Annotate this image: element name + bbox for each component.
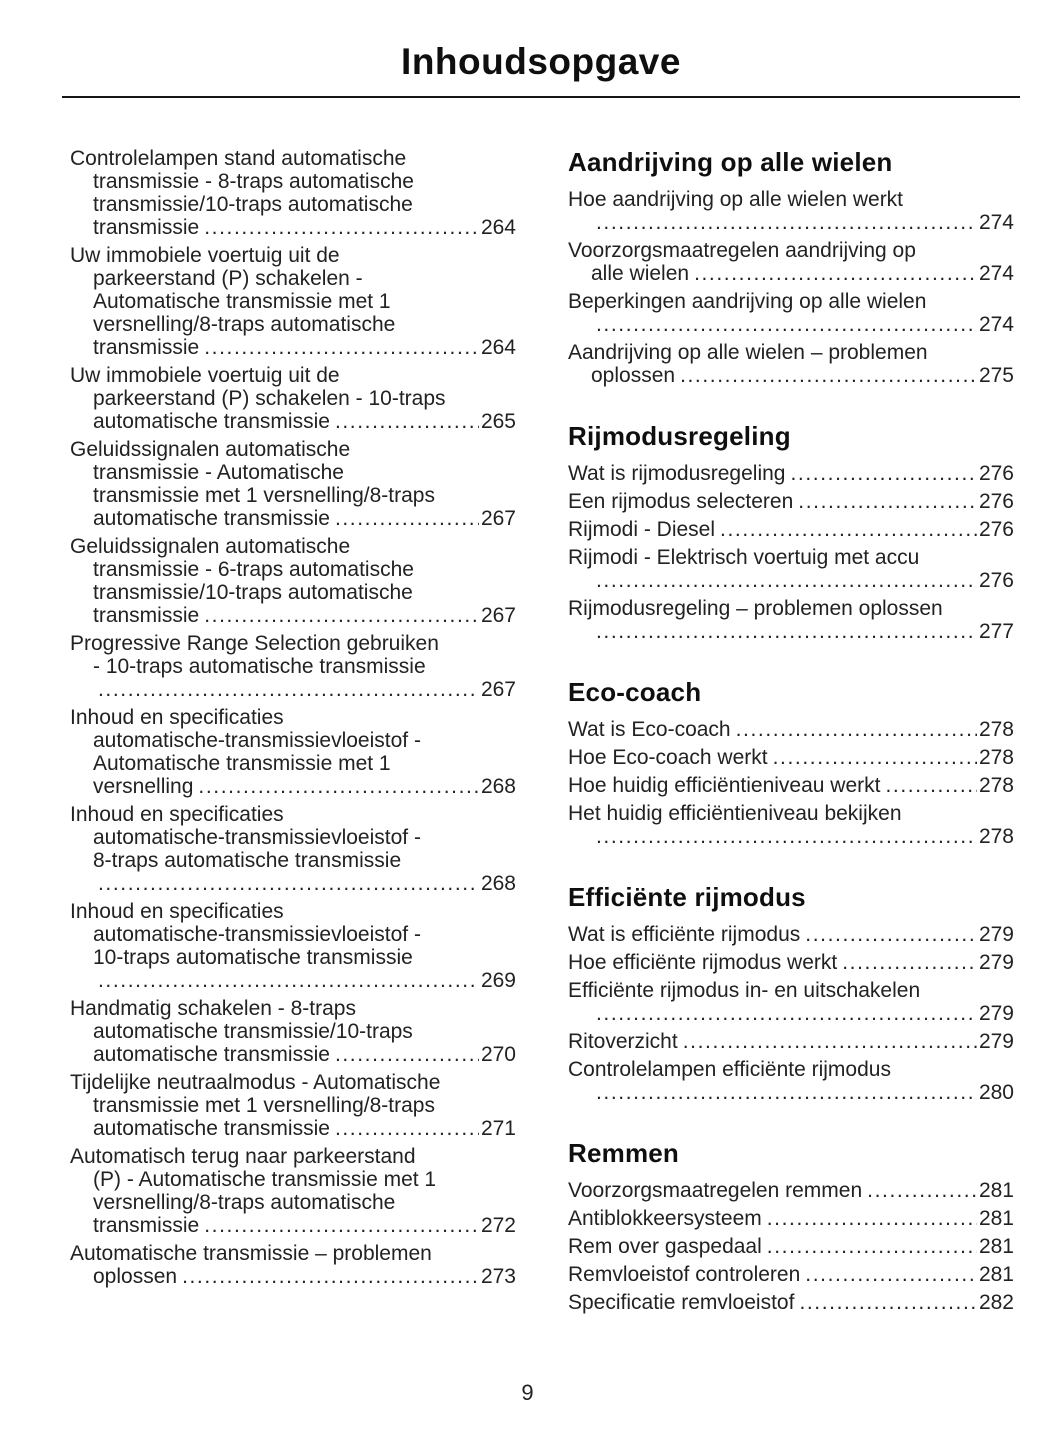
entry-line: transmissie - 6-traps automatische: [93, 558, 414, 581]
entry-page-number: 276: [978, 569, 1014, 592]
entry-line: Tijdelijke neutraalmodus - Automatische: [70, 1071, 441, 1094]
entry-text: Remvloeistof controleren: [568, 1263, 801, 1286]
entry-page-number: 279: [978, 1002, 1014, 1025]
toc-entry: [568, 1235, 1014, 1258]
toc-entry: [70, 364, 516, 433]
dot-leader: [736, 718, 977, 741]
entry-page-number: 268: [480, 775, 516, 798]
toc-entry: [70, 900, 516, 992]
toc-entry: [70, 1145, 516, 1237]
toc-section: [568, 147, 1014, 387]
entry-line: Controlelampen stand automatische: [70, 147, 407, 170]
entry-line: Inhoud en specificaties: [70, 900, 284, 923]
entry-page-number: 264: [480, 216, 516, 239]
entry-text: Wat is rijmodusregeling: [568, 462, 786, 485]
entry-last-line: [70, 775, 516, 798]
toc-entry: [70, 147, 516, 239]
toc-entry: [568, 239, 1014, 285]
toc-entry: [568, 774, 1014, 797]
entry-text: transmissie: [93, 1214, 200, 1237]
entry-page-number: 278: [978, 774, 1014, 797]
entry-last-line: [70, 410, 516, 433]
entry-line: versnelling/8-traps automatische: [93, 1191, 396, 1214]
entry-page-number: 274: [978, 262, 1014, 285]
entry-last-line: [70, 1117, 516, 1140]
dot-leader: [596, 1081, 977, 1104]
dot-leader: [204, 336, 479, 359]
entry-page-number: 270: [480, 1043, 516, 1066]
toc-section: [568, 1138, 1014, 1314]
entry-page-number: 279: [978, 951, 1014, 974]
entry-page-number: 280: [978, 1081, 1014, 1104]
toc-entry: [568, 1207, 1014, 1230]
entry-page-number: 282: [978, 1291, 1014, 1314]
dot-leader: [720, 518, 977, 541]
toc-entry: [568, 490, 1014, 513]
toc-entry: [568, 546, 1014, 592]
entry-last-line: [70, 336, 516, 359]
entry-last-line: [568, 313, 1014, 336]
toc-section: [70, 147, 516, 1288]
dot-leader: [798, 490, 977, 513]
toc-entry: [568, 188, 1014, 234]
toc-entry: [568, 1058, 1014, 1104]
dot-leader: [335, 1117, 479, 1140]
entry-last-line: [568, 774, 1014, 797]
entry-text: alle wielen: [591, 262, 690, 285]
entry-line: transmissie/10-traps automatische: [93, 581, 413, 604]
dot-leader: [98, 969, 479, 992]
entry-line: automatische-transmissievloeistof -: [93, 826, 421, 849]
entry-text: Wat is Eco-coach: [568, 718, 731, 741]
entry-line: Beperkingen aandrijving op alle wielen: [568, 290, 927, 313]
dot-leader: [596, 211, 977, 234]
entry-last-line: [568, 211, 1014, 234]
entry-page-number: 276: [978, 490, 1014, 513]
entry-line: Geluidssignalen automatische: [70, 535, 351, 558]
entry-text: Hoe Eco-coach werkt: [568, 746, 768, 769]
entry-line: Rijmodusregeling – problemen oplossen: [568, 597, 943, 620]
entry-line: automatische-transmissievloeistof -: [93, 729, 421, 752]
entry-last-line: [70, 678, 516, 701]
entry-text: automatische transmissie: [93, 1043, 330, 1066]
section-heading: Eco-coach: [568, 677, 702, 707]
dot-leader: [683, 1030, 977, 1053]
toc-entry: [70, 803, 516, 895]
entry-line: 8-traps automatische transmissie: [93, 849, 402, 872]
entry-page-number: 278: [978, 718, 1014, 741]
entry-page-number: 276: [978, 462, 1014, 485]
entry-last-line: [568, 569, 1014, 592]
entry-page-number: 281: [978, 1235, 1014, 1258]
toc-entry: [70, 1071, 516, 1140]
dot-leader: [842, 951, 977, 974]
entry-line: parkeerstand (P) schakelen -: [93, 267, 363, 290]
dot-leader: [680, 364, 977, 387]
entry-last-line: [568, 923, 1014, 946]
entry-text: Hoe efficiënte rijmodus werkt: [568, 951, 838, 974]
dot-leader: [596, 1002, 977, 1025]
entry-line: Controlelampen efficiënte rijmodus: [568, 1058, 891, 1081]
section-heading: Rijmodusregeling: [568, 421, 791, 451]
entry-page-number: 269: [480, 969, 516, 992]
toc-entry: [70, 632, 516, 701]
entry-page-number: 273: [480, 1265, 516, 1288]
dot-leader: [596, 825, 977, 848]
entry-text: Een rijmodus selecteren: [568, 490, 794, 513]
entry-page-number: 275: [978, 364, 1014, 387]
dot-leader: [790, 462, 976, 485]
entry-line: transmissie met 1 versnelling/8-traps: [93, 1094, 435, 1117]
entry-text: transmissie: [93, 604, 200, 627]
page-header: [62, 0, 1020, 98]
entry-last-line: [70, 216, 516, 239]
entry-line: transmissie - Automatische: [93, 461, 344, 484]
entry-last-line: [568, 718, 1014, 741]
entry-last-line: [70, 1265, 516, 1288]
entry-page-number: 271: [480, 1117, 516, 1140]
entry-line: - 10-traps automatische transmissie: [93, 655, 426, 678]
toc-entry: [568, 746, 1014, 769]
toc-entry: [568, 1179, 1014, 1202]
dot-leader: [773, 746, 977, 769]
toc-entry: [568, 597, 1014, 643]
entry-last-line: [568, 1235, 1014, 1258]
toc-entry: [568, 1030, 1014, 1053]
dot-leader: [596, 620, 977, 643]
entry-line: Automatische transmissie – problemen: [70, 1242, 432, 1265]
entry-line: Hoe aandrijving op alle wielen werkt: [568, 188, 904, 211]
entry-line: Uw immobiele voertuig uit de: [70, 364, 340, 387]
toc-section: [568, 421, 1014, 643]
entry-line: (P) - Automatische transmissie met 1: [93, 1168, 437, 1191]
dot-leader: [805, 923, 977, 946]
entry-page-number: 264: [480, 336, 516, 359]
entry-line: 10-traps automatische transmissie: [93, 946, 413, 969]
entry-last-line: [568, 1207, 1014, 1230]
entry-text: automatische transmissie: [93, 507, 330, 530]
toc-entry: [70, 438, 516, 530]
dot-leader: [767, 1235, 977, 1258]
section-heading: Remmen: [568, 1138, 680, 1168]
dot-leader: [799, 1291, 977, 1314]
entry-page-number: 272: [480, 1214, 516, 1237]
entry-line: transmissie - 8-traps automatische: [93, 170, 414, 193]
toc-entry: [568, 1263, 1014, 1286]
toc-entry: [568, 951, 1014, 974]
entry-text: Hoe huidig efficiëntieniveau werkt: [568, 774, 881, 797]
toc-entry: [70, 997, 516, 1066]
dot-leader: [805, 1263, 977, 1286]
entry-text: Rem over gaspedaal: [568, 1235, 762, 1258]
toc-content: [70, 147, 1055, 1314]
footer-page-number: 9: [521, 1380, 534, 1405]
entry-page-number: 267: [480, 604, 516, 627]
entry-last-line: [568, 364, 1014, 387]
entry-page-number: 278: [978, 746, 1014, 769]
toc-entry: [70, 1242, 516, 1288]
entry-page-number: 281: [978, 1207, 1014, 1230]
entry-page-number: 274: [978, 313, 1014, 336]
entry-last-line: [70, 604, 516, 627]
dot-leader: [204, 604, 479, 627]
dot-leader: [335, 1043, 479, 1066]
entry-page-number: 279: [978, 1030, 1014, 1053]
entry-line: automatische transmissie/10-traps: [93, 1020, 413, 1043]
entry-last-line: [568, 462, 1014, 485]
entry-line: Handmatig schakelen - 8-traps: [70, 997, 356, 1020]
toc-section: [568, 677, 1014, 848]
dot-leader: [182, 1265, 479, 1288]
toc-entry: [568, 923, 1014, 946]
entry-text: oplossen: [591, 364, 676, 387]
toc-entry: [568, 1291, 1014, 1314]
dot-leader: [694, 262, 977, 285]
entry-line: transmissie/10-traps automatische: [93, 193, 413, 216]
entry-line: Automatische transmissie met 1: [93, 290, 391, 313]
entry-last-line: [70, 1214, 516, 1237]
toc-section: [568, 882, 1014, 1104]
entry-text: Wat is efficiënte rijmodus: [568, 923, 801, 946]
toc-entry: [70, 244, 516, 359]
entry-last-line: [568, 1291, 1014, 1314]
entry-last-line: [568, 518, 1014, 541]
entry-line: Uw immobiele voertuig uit de: [70, 244, 340, 267]
entry-last-line: [568, 1179, 1014, 1202]
entry-line: Geluidssignalen automatische: [70, 438, 351, 461]
dot-leader: [767, 1207, 977, 1230]
toc-entry: [568, 462, 1014, 485]
dot-leader: [335, 410, 479, 433]
toc-column-left: [70, 147, 516, 1314]
toc-entry: [568, 341, 1014, 387]
entry-text: Specificatie remvloeistof: [568, 1291, 795, 1314]
entry-line: Progressive Range Selection gebruiken: [70, 632, 439, 655]
entry-text: transmissie: [93, 336, 200, 359]
entry-text: Voorzorgsmaatregelen remmen: [568, 1179, 863, 1202]
entry-text: versnelling: [93, 775, 194, 798]
toc-entry: [568, 518, 1014, 541]
entry-line: Inhoud en specificaties: [70, 706, 284, 729]
section-heading: Aandrijving op alle wielen: [568, 147, 893, 177]
entry-last-line: [568, 1030, 1014, 1053]
entry-line: Aandrijving op alle wielen – problemen: [568, 341, 928, 364]
entry-last-line: [568, 262, 1014, 285]
dot-leader: [198, 775, 479, 798]
entry-last-line: [568, 951, 1014, 974]
entry-page-number: 267: [480, 507, 516, 530]
entry-line: Efficiënte rijmodus in- en uitschakelen: [568, 979, 921, 1002]
entry-last-line: [568, 825, 1014, 848]
entry-page-number: 274: [978, 211, 1014, 234]
entry-page-number: 277: [978, 620, 1014, 643]
entry-last-line: [70, 507, 516, 530]
entry-line: parkeerstand (P) schakelen - 10-traps: [93, 387, 446, 410]
entry-page-number: 265: [480, 410, 516, 433]
entry-line: transmissie met 1 versnelling/8-traps: [93, 484, 435, 507]
entry-page-number: 281: [978, 1263, 1014, 1286]
dot-leader: [204, 1214, 479, 1237]
dot-leader: [335, 507, 479, 530]
entry-line: Automatische transmissie met 1: [93, 752, 391, 775]
toc-entry: [568, 979, 1014, 1025]
entry-text: transmissie: [93, 216, 200, 239]
entry-page-number: 279: [978, 923, 1014, 946]
entry-page-number: 276: [978, 518, 1014, 541]
entry-text: Antiblokkeersysteem: [568, 1207, 762, 1230]
entry-page-number: 267: [480, 678, 516, 701]
entry-text: oplossen: [93, 1265, 178, 1288]
entry-text: Rijmodi - Diesel: [568, 518, 716, 541]
entry-text: automatische transmissie: [93, 410, 330, 433]
entry-last-line: [568, 1263, 1014, 1286]
entry-last-line: [568, 620, 1014, 643]
entry-line: Automatisch terug naar parkeerstand: [70, 1145, 416, 1168]
toc-entry: [568, 802, 1014, 848]
entry-page-number: 281: [978, 1179, 1014, 1202]
toc-entry: [568, 290, 1014, 336]
entry-line: Inhoud en specificaties: [70, 803, 284, 826]
entry-page-number: 278: [978, 825, 1014, 848]
dot-leader: [885, 774, 976, 797]
entry-line: Voorzorgsmaatregelen aandrijving op: [568, 239, 916, 262]
dot-leader: [98, 872, 479, 895]
entry-last-line: [568, 1002, 1014, 1025]
dot-leader: [98, 678, 479, 701]
dot-leader: [204, 216, 479, 239]
entry-last-line: [70, 872, 516, 895]
entry-page-number: 268: [480, 872, 516, 895]
page-title: Inhoudsopgave: [401, 41, 681, 82]
section-heading: Efficiënte rijmodus: [568, 882, 806, 912]
entry-line: versnelling/8-traps automatische: [93, 313, 396, 336]
entry-last-line: [568, 490, 1014, 513]
entry-line: Het huidig efficiëntieniveau bekijken: [568, 802, 902, 825]
entry-line: Rijmodi - Elektrisch voertuig met accu: [568, 546, 920, 569]
entry-last-line: [70, 1043, 516, 1066]
entry-last-line: [568, 1081, 1014, 1104]
toc-entry: [70, 535, 516, 627]
dot-leader: [867, 1179, 977, 1202]
page-footer: [0, 1380, 1055, 1406]
dot-leader: [596, 313, 977, 336]
toc-column-right: [568, 147, 1014, 1314]
entry-line: automatische-transmissievloeistof -: [93, 923, 421, 946]
toc-entry: [70, 706, 516, 798]
dot-leader: [596, 569, 977, 592]
entry-text: automatische transmissie: [93, 1117, 330, 1140]
toc-entry: [568, 718, 1014, 741]
entry-text: Ritoverzicht: [568, 1030, 678, 1053]
entry-last-line: [568, 746, 1014, 769]
entry-last-line: [70, 969, 516, 992]
